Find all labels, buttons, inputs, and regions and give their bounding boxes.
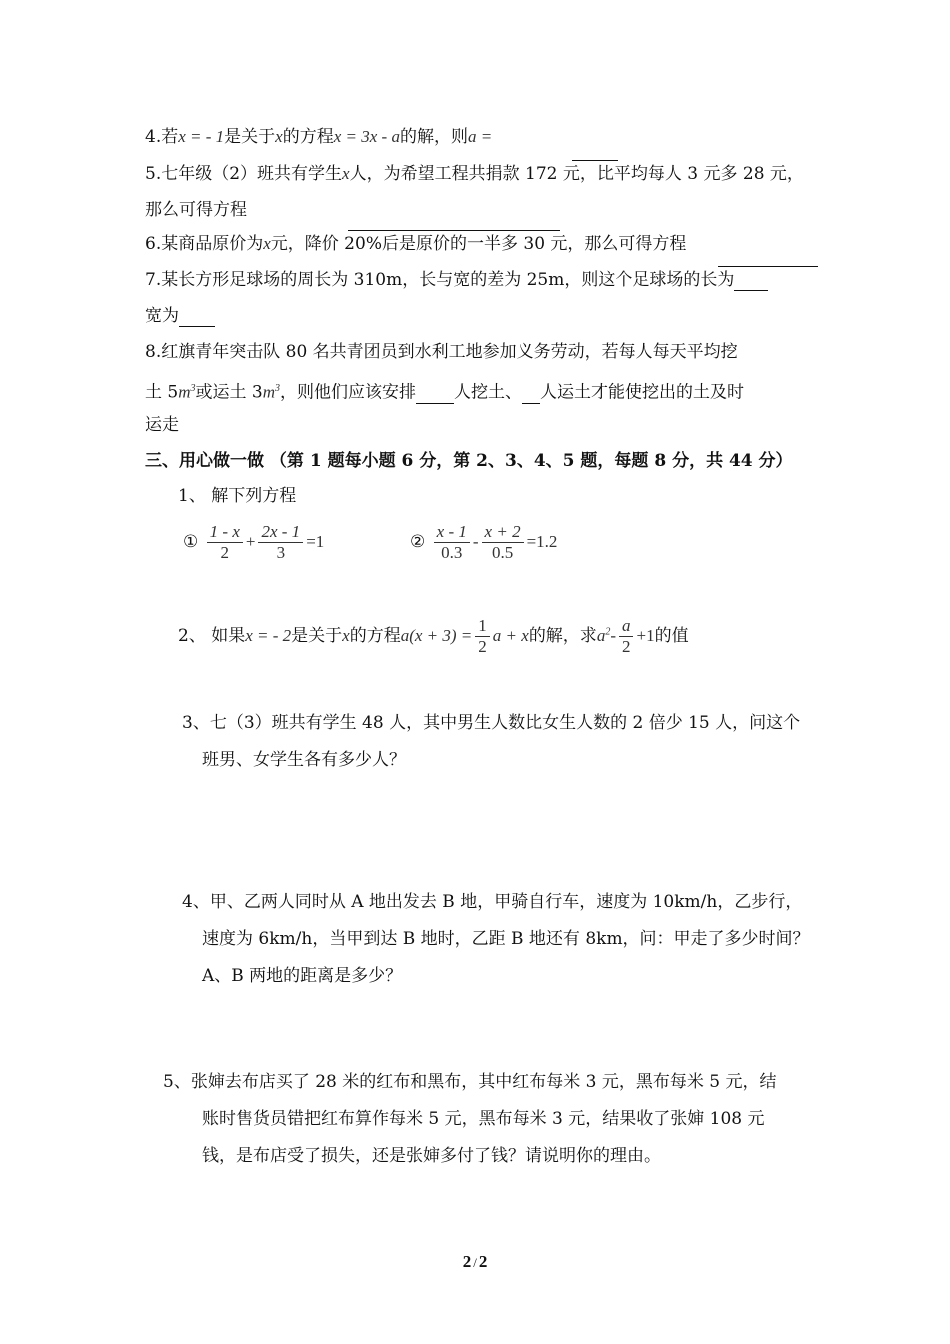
- problem-5-line-2: 账时售货员错把红布算作每米 5 元，黑布每米 3 元，结果收了张婶 108 元: [202, 1109, 765, 1129]
- problem-4-line-1: 4、甲、乙两人同时从 A 地出发去 B 地，甲骑自行车，速度为 10km/h，乙步行，: [182, 892, 803, 912]
- question-7-line-2: 宽为: [145, 305, 215, 327]
- question-4: 4.若x = - 1是关于x的方程x = 3x - a的解，则a =: [145, 127, 493, 147]
- problem-4-line-3: A、B 两地的距离是多少？: [202, 966, 403, 986]
- problem-1-title: 1、 解下列方程: [178, 486, 297, 506]
- problem-2: 2、 如果x = - 2是关于x的方程a(x + 3) = $\frac{1}{2}$ a + x的解，求$a^2-$ $\frac{a}{2}$ +1的值: [178, 616, 689, 656]
- problem-5-line-1: 5、张婶去布店买了 28 米的红布和黑布，其中红布每米 3 元，黑布每米 5 元，结: [163, 1072, 777, 1092]
- answer-rule: [718, 266, 818, 267]
- length-blank[interactable]: [734, 272, 768, 291]
- fraction: $\frac{a}{2}$: [619, 616, 634, 657]
- dig-count-blank[interactable]: [416, 385, 454, 404]
- math-x-eq: x = - 1: [178, 127, 225, 146]
- fraction: $\frac{x + 2}{0.5}$: [482, 522, 524, 563]
- fraction: $\frac{1 - x}{2}$: [207, 522, 243, 563]
- problem-4-line-2: 速度为 6km/h，当甲到达 B 地时，乙距 B 地还有 8km，问：甲走了多少时间？: [202, 929, 810, 949]
- problem-3-line-2: 班男、女学生各有多少人？: [202, 750, 406, 770]
- carry-count-blank[interactable]: [522, 385, 540, 404]
- fraction: $\frac{2x - 1}{3}$: [258, 522, 303, 563]
- problem-5-line-3: 钱，是布店受了损失，还是张婶多付了钱？请说明你的理由。: [202, 1146, 661, 1166]
- question-8-line-2: 土 $5m^3$或运土 $3m^3$，则他们应该安排 人挖土、 人运土才能使挖出的土及时: [145, 382, 745, 403]
- question-6: 6.某商品原价为x元，降价 20%后是原价的一半多 30 元，那么可得方程: [145, 234, 687, 254]
- problem-3-line-1: 3、七（3）班共有学生 48 人，其中男生人数比女生人数的 2 倍少 15 人，问这个: [182, 713, 801, 733]
- answer-rule: [572, 160, 618, 161]
- question-5-line-2: 那么可得方程: [145, 200, 247, 220]
- answer-rule: [348, 230, 560, 231]
- section-3-heading: 三、用心做一做 （第 1 题每小题 6 分，第 2、3、4、5 题，每题 8 分，共 44 分）: [145, 451, 793, 471]
- fraction: $\frac{1}{2}$: [475, 616, 490, 657]
- math-equation: x = 3x - a: [333, 127, 400, 146]
- width-blank[interactable]: [179, 308, 215, 327]
- question-5-line-1: 5.七年级（2）班共有学生x人，为希望工程共捐款 172 元，比平均每人 3 元多 28 元，: [145, 164, 804, 184]
- question-7-line-1: 7.某长方形足球场的周长为 310m，长与宽的差为 25m，则这个足球场的长为: [145, 269, 768, 291]
- equation-1: ① $\frac{1 - x}{2}$ + $\frac{2x - 1}{3}$ =1: [183, 522, 325, 562]
- fraction: $\frac{x - 1}{0.3}$: [434, 522, 470, 563]
- equation-2: ② $\frac{x - 1}{0.3}$ - $\frac{x + 2}{0.5}$ =1.2: [410, 522, 558, 562]
- question-8-line-3: 运走: [145, 415, 179, 435]
- page-number: 2 / 2: [462, 1252, 488, 1271]
- question-8-line-1: 8.红旗青年突击队 80 名共青团员到水利工地参加义务劳动，若每人每天平均挖: [145, 342, 738, 362]
